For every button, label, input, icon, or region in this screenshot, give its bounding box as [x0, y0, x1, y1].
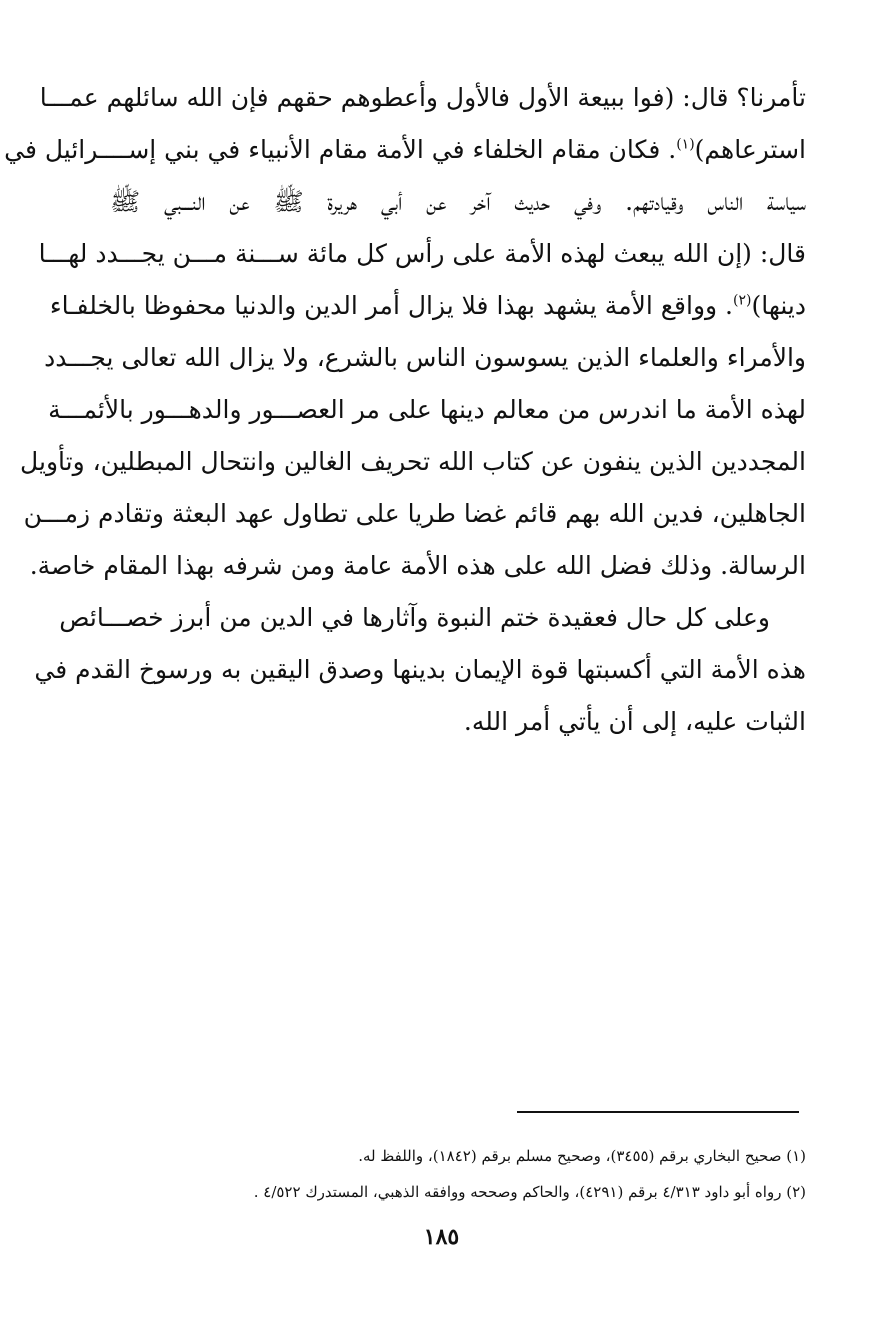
text-line: سياسة الناس وقيادتهم. وفي حديث آخر عن أبي هريرة ﷺ عن النـــبي ﷺ: [110, 187, 806, 216]
main-text: [4, 72, 806, 748]
footnote-1: (١) صحيح البخاري برقم (٣٤٥٥)، وصحيح مسلم برقم (١٨٤٢)، واللفظ له.: [358, 1147, 806, 1165]
text-line: تأمرنا؟ قال: (فوا ببيعة الأول فالأول وأعطوهم حقهم فإن الله سائلهم عمـــا: [39, 83, 806, 112]
footnote-reference: (١): [676, 136, 695, 153]
text-line: لهذه الأمة ما اندرس من معالم دينها على مر العصـــور والدهـــور بالأئمـــة: [48, 395, 806, 424]
text-line: هذه الأمة التي أكسبتها قوة الإيمان بدينها وصدق اليقين به ورسوخ القدم في: [34, 655, 806, 684]
text-line: دينها)$^{(٢)}$. وواقع الأمة يشهد بهذا فلا يزال أمر الدين والدنيا محفوظا بالخلفـاء: [49, 291, 806, 320]
text-line: والأمراء والعلماء الذين يسوسون الناس بالشرع، ولا يزال الله تعالى يجـــدد: [44, 343, 806, 372]
footnote-reference: (٢): [733, 292, 752, 309]
text-line: الجاهلين، فدين الله بهم قائم غضا طريا على تطاول عهد البعثة وتقادم زمـــن: [23, 499, 806, 528]
text-line: المجددين الذين ينفون عن كتاب الله تحريف الغالين وانتحال المبطلين، وتأويل: [20, 447, 806, 476]
text-line: الثبات عليه، إلى أن يأتي أمر الله.: [463, 707, 806, 736]
text-line: وعلى كل حال فعقيدة ختم النبوة وآثارها في الدين من أبرز خصـــائص: [59, 603, 770, 632]
text-line: استرعاهم)$^{(١)}$. فكان مقام الخلفاء في الأمة مقام الأنبياء في بني إســــرائيل في: [4, 135, 806, 164]
footnotes: [190, 1138, 806, 1210]
text-line: الرسالة. وذلك فضل الله على هذه الأمة عامة ومن شرفه بهذا المقام خاصة.: [29, 551, 806, 580]
page-number: ١٨٥: [423, 1224, 460, 1250]
footnote-2: (٢) رواه أبو داود ٤/٣١٣ برقم (٤٢٩١)، والحاكم وصححه ووافقه الذهبي، المستدرك ٤/٥٢٢ .: [253, 1183, 806, 1201]
text-line: قال: (إن الله يبعث لهذه الأمة على رأس كل مائة ســـنة مـــن يجـــدد لهـــا: [38, 239, 806, 268]
footnote-separator: [517, 1111, 799, 1113]
